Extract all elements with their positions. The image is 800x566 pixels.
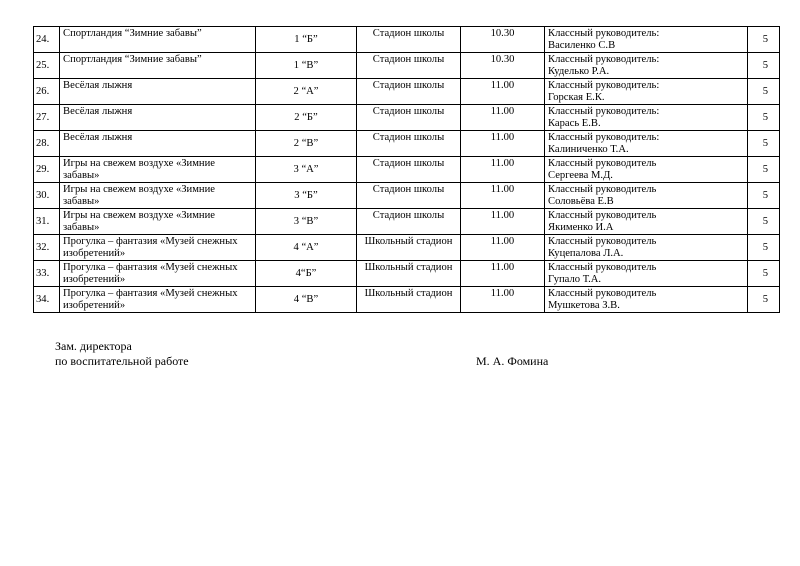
class-name: 3 “Б” [256,183,357,209]
responsible-person [545,287,748,313]
participant-count: 5 [748,209,780,235]
participant-count: 5 [748,27,780,53]
responsible-name: Куцепалова Л.А. [548,248,624,259]
responsible-person [545,261,748,287]
row-number: 27. [34,105,60,131]
table-row [34,105,780,131]
participant-count: 5 [748,79,780,105]
event-place: Стадион школы [357,183,461,209]
event-name: Игры на свежем воздухе «Зимние забавы» [60,157,256,183]
signature-title-line2: по воспитательной работе [55,354,189,368]
responsible-name: Гупало Т.А. [548,274,602,285]
responsible-person [545,27,748,53]
event-name: Прогулка – фантазия «Музей снежных изобретений» [60,261,256,287]
event-place: Стадион школы [357,157,461,183]
class-name: 4 “В” [256,287,357,313]
event-time: 11.00 [461,209,545,235]
responsible-person [545,53,748,79]
event-time: 11.00 [461,183,545,209]
responsible-title: Классный руководитель: [548,132,660,143]
table-row [34,79,780,105]
responsible-person [545,209,748,235]
row-number: 33. [34,261,60,287]
responsible-title: Классный руководитель [548,210,657,221]
responsible-name: Куделько Р.А. [548,66,610,77]
events-table [33,26,780,313]
signature-title-line1: Зам. директора [55,339,132,353]
participant-count: 5 [748,235,780,261]
row-number: 25. [34,53,60,79]
event-place: Стадион школы [357,131,461,157]
row-number: 34. [34,287,60,313]
responsible-title: Классный руководитель [548,158,657,169]
event-place: Школьный стадион [357,287,461,313]
event-name: Игры на свежем воздухе «Зимние забавы» [60,183,256,209]
row-number: 28. [34,131,60,157]
row-number: 31. [34,209,60,235]
event-place: Школьный стадион [357,261,461,287]
table-body [34,27,780,313]
class-name: 3 “А” [256,157,357,183]
responsible-person [545,79,748,105]
event-name: Весёлая лыжня [60,79,256,105]
row-number: 30. [34,183,60,209]
responsible-title: Классный руководитель [548,236,657,247]
row-number: 29. [34,157,60,183]
responsible-name: Карась Е.В. [548,118,601,129]
class-name: 2 “В” [256,131,357,157]
event-time: 11.00 [461,235,545,261]
event-time: 11.00 [461,131,545,157]
event-place: Стадион школы [357,209,461,235]
responsible-name: Сергеева М.Д. [548,170,613,181]
table-row [34,287,780,313]
event-time: 11.00 [461,157,545,183]
event-place: Стадион школы [357,27,461,53]
event-place: Школьный стадион [357,235,461,261]
table-row [34,209,780,235]
event-place: Стадион школы [357,53,461,79]
class-name: 3 “В” [256,209,357,235]
table-row [34,157,780,183]
responsible-name: Василенко С.В [548,40,616,51]
participant-count: 5 [748,53,780,79]
responsible-name: Горская Е.К. [548,92,605,103]
event-time: 11.00 [461,287,545,313]
responsible-title: Классный руководитель: [548,106,660,117]
responsible-name: Мушкетова З.В. [548,300,620,311]
responsible-name: Калиниченко Т.А. [548,144,629,155]
table-row [34,131,780,157]
responsible-title: Классный руководитель [548,262,657,273]
signature-name: М. А. Фомина [476,354,549,368]
row-number: 32. [34,235,60,261]
responsible-title: Классный руководитель [548,288,657,299]
responsible-title: Классный руководитель: [548,28,660,39]
participant-count: 5 [748,287,780,313]
responsible-title: Классный руководитель [548,184,657,195]
responsible-name: Соловьёва Е.В [548,196,614,207]
event-name: Спортландия “Зимние забавы” [60,53,256,79]
participant-count: 5 [748,105,780,131]
event-name: Прогулка – фантазия «Музей снежных изобретений» [60,235,256,261]
event-time: 10.30 [461,27,545,53]
responsible-title: Классный руководитель: [548,54,660,65]
event-name: Весёлая лыжня [60,105,256,131]
event-time: 11.00 [461,105,545,131]
table-row [34,183,780,209]
responsible-person [545,131,748,157]
table-row [34,53,780,79]
event-time: 10.30 [461,53,545,79]
responsible-person [545,157,748,183]
event-place: Стадион школы [357,79,461,105]
responsible-title: Классный руководитель: [548,80,660,91]
class-name: 4 “А” [256,235,357,261]
class-name: 2 “Б” [256,105,357,131]
event-time: 11.00 [461,79,545,105]
responsible-person [545,235,748,261]
class-name: 1 “Б” [256,27,357,53]
participant-count: 5 [748,183,780,209]
event-time: 11.00 [461,261,545,287]
participant-count: 5 [748,261,780,287]
event-name: Весёлая лыжня [60,131,256,157]
class-name: 4“Б” [256,261,357,287]
row-number: 24. [34,27,60,53]
participant-count: 5 [748,131,780,157]
event-place: Стадион школы [357,105,461,131]
responsible-person [545,105,748,131]
event-name: Спортландия “Зимние забавы” [60,27,256,53]
class-name: 2 “А” [256,79,357,105]
row-number: 26. [34,79,60,105]
table-row [34,235,780,261]
responsible-name: Якименко И.А [548,222,614,233]
event-name: Игры на свежем воздухе «Зимние забавы» [60,209,256,235]
table-row [34,261,780,287]
table-row [34,27,780,53]
responsible-person [545,183,748,209]
event-name: Прогулка – фантазия «Музей снежных изобретений» [60,287,256,313]
class-name: 1 “В” [256,53,357,79]
participant-count: 5 [748,157,780,183]
